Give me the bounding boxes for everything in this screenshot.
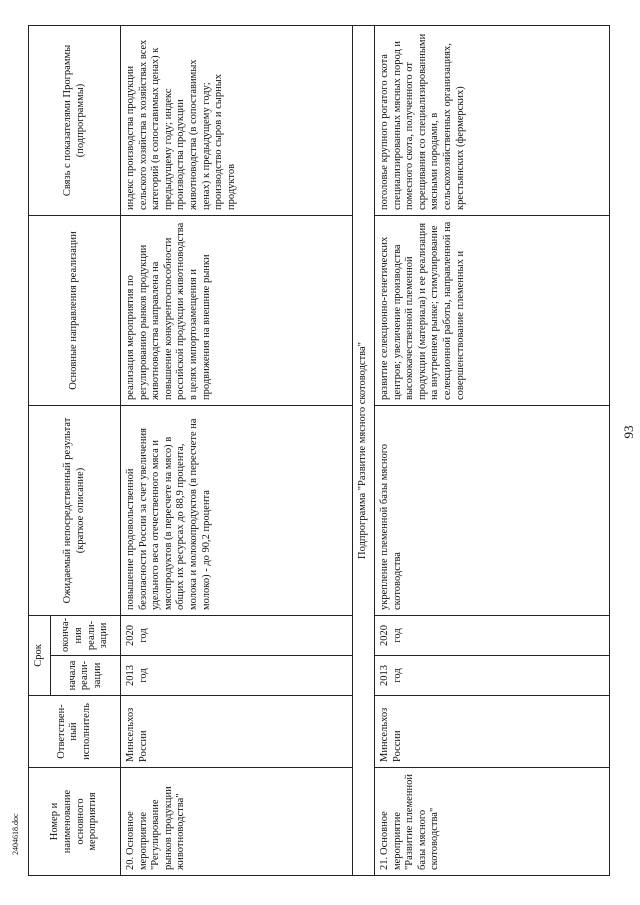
header-executor: Ответствен- ный исполнитель: [29, 696, 121, 768]
header-result: Ожидаемый непосредственный результат (краткое описание): [29, 405, 121, 615]
executor-cell: Минсельхоз России: [375, 696, 610, 768]
result-cell: укрепление племенной базы мясного скотоводства: [375, 405, 610, 615]
row-number: 21.: [379, 856, 390, 870]
header-term: Срок: [29, 615, 51, 695]
link-cell: индекс производства продукции сельского хозяйства в хозяйствах всех категорий (в сопоставимых ценах) к предыдущему году; индекс производства продукции животноводства (в сопоставимых ценах) к предыдущему году; производство сыров и сырных продуктов: [121, 25, 353, 215]
table-row: [375, 25, 610, 875]
end-cell: 2020 год: [121, 615, 353, 655]
directions-cell: реализация мероприятия по регулированию рынков продукции животноводства направлена на повышение конкурентоспособности российской продукции животноводства в целях импортозамещения и продвижения на внешние рынки: [121, 215, 353, 405]
result-cell: повышение продовольственной безопасности России за счет увеличения удельного веса отечественного мяса и мясопродуктов (в пересчете на мясо) в общих их ресурсах до 88,9 процента, молока и молокопродуктов (в пересчете на молоко) - до 90,2 процента: [121, 405, 353, 615]
landscape-page: [28, 17, 620, 882]
measure-cell: [121, 768, 353, 876]
row-number: 20.: [125, 856, 136, 870]
measure-title: Основное мероприятие "Развитие племенной базы мясного скотоводства": [379, 774, 441, 870]
header-measure: Номер и наименование основного мероприятия: [29, 768, 121, 876]
header-start: начала реали- зации: [51, 656, 121, 696]
directions-cell: развитие селекционно-генетических центров; увеличение производства высококачественной племенной продукции (материала) и ее реализация на внутреннем рынке; стимулирование селекционной работы, направленной на совершенствование племенных и: [375, 215, 610, 405]
section-row: [353, 25, 375, 875]
page-number: 93: [621, 425, 636, 439]
measure-title: Основное мероприятие "Регулирование рынков продукции животноводства": [125, 786, 187, 870]
executor-cell: Минсельхоз России: [121, 696, 353, 768]
subprogram-title: Подпрограмма "Развитие мясного скотоводства": [353, 25, 375, 875]
start-cell: 2013 год: [375, 656, 610, 696]
measure-cell: [375, 768, 610, 876]
header-directions: Основные направления реализации: [29, 215, 121, 405]
measures-table: [28, 25, 610, 876]
start-cell: 2013 год: [121, 656, 353, 696]
header-end: оконча- ния реали- зации: [51, 615, 121, 655]
footer-file-stamp: 2404618.doc: [11, 813, 20, 855]
end-cell: 2020 год: [375, 615, 610, 655]
table-row: [121, 25, 353, 875]
link-cell: поголовье крупного рогатого скота специализированных мясных пород и помесного скота, полученного от скрещивания со специализированными мясными породами, в сельскохозяйственных организациях, крестьянских (фермерских): [375, 25, 610, 215]
header-link: Связь с показателями Программы (подпрограммы): [29, 25, 121, 215]
